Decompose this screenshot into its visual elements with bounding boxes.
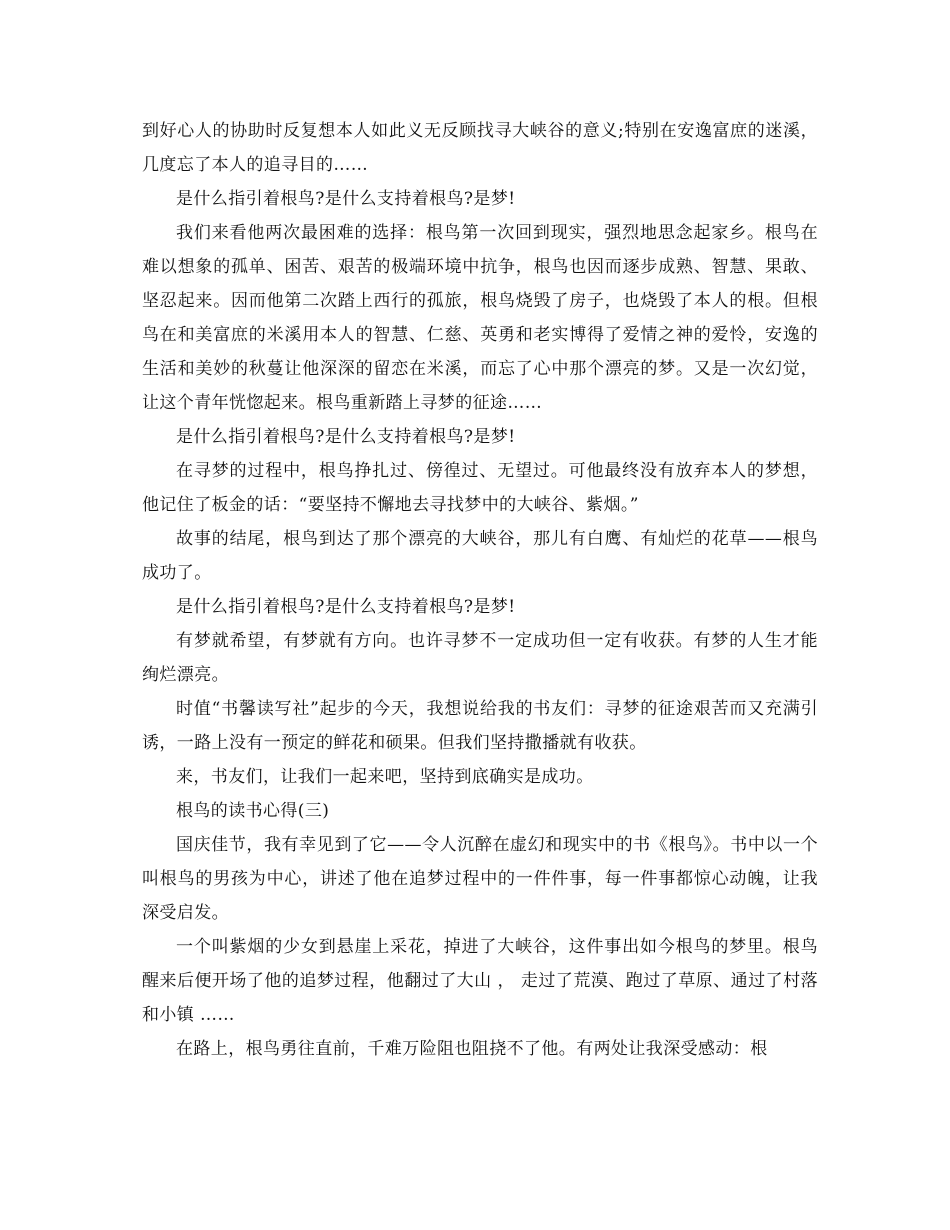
paragraph-4: 是什么指引着根鸟?是什么支持着根鸟?是梦!: [176, 427, 516, 447]
paragraph-13: 一个叫紫烟的少女到悬崖上采花，掉进了大峡谷，这件事出如今根鸟的梦里。根鸟醒来后便开场了他的追梦过程，他翻过了大山 ， 走过了荒漠、跑过了草原、通过了村落和小镇 ……: [142, 937, 818, 1025]
paragraph-14: 在路上，根鸟勇往直前，千难万险阻也阻挠不了他。有两处让我深受感动：根: [176, 1039, 768, 1059]
section-heading: 根鸟的读书心得(三): [176, 801, 330, 821]
paragraph-3: 我们来看他两次最困难的选择：根鸟第一次回到现实，强烈地思念起家乡。根鸟在难以想象的孤单、困苦、艰苦的极端环境中抗争，根鸟也因而逐步成熟、智慧、果敢、坚忍起来。因而他第二次踏上西行的孤旅，根鸟烧毁了房子，也烧毁了本人的根。但根鸟在和美富庶的米溪用本人的智慧、仁慈、英勇和老实博得了爱情之神的爱怜，安逸的生活和美妙的秋蔓让他深深的留恋在米溪，而忘了心中那个漂亮的梦。又是一次幻觉，让这个青年恍惚起来。根鸟重新踏上寻梦的征途……: [142, 223, 818, 413]
paragraph-2: 是什么指引着根鸟?是什么支持着根鸟?是梦!: [176, 189, 516, 209]
document-body: [142, 114, 818, 1066]
paragraph-1: 到好心人的协助时反复想本人如此义无反顾找寻大峡谷的意义;特别在安逸富庶的迷溪，几度忘了本人的追寻目的……: [142, 121, 818, 175]
paragraph-8: 有梦就希望，有梦就有方向。也许寻梦不一定成功但一定有收获。有梦的人生才能绚烂漂亮。: [142, 631, 818, 685]
paragraph-7: 是什么指引着根鸟?是什么支持着根鸟?是梦!: [176, 597, 516, 617]
paragraph-12: 国庆佳节，我有幸见到了它——令人沉醉在虚幻和现实中的书《根鸟》。书中以一个叫根鸟的男孩为中心，讲述了他在追梦过程中的一件件事，每一件事都惊心动魄，让我深受启发。: [142, 835, 818, 923]
paragraph-6: 故事的结尾，根鸟到达了那个漂亮的大峡谷，那儿有白鹰、有灿烂的花草——根鸟成功了。: [142, 529, 818, 583]
paragraph-10: 来，书友们，让我们一起来吧，坚持到底确实是成功。: [176, 767, 594, 787]
paragraph-9: 时值“书馨读写社”起步的今天，我想说给我的书友们：寻梦的征途艰苦而又充满引诱，一路上没有一预定的鲜花和硕果。但我们坚持撒播就有收获。: [142, 699, 818, 753]
paragraph-5: 在寻梦的过程中，根鸟挣扎过、傍徨过、无望过。可他最终没有放弃本人的梦想，他记住了板金的话：“要坚持不懈地去寻找梦中的大峡谷、紫烟。”: [142, 461, 818, 515]
